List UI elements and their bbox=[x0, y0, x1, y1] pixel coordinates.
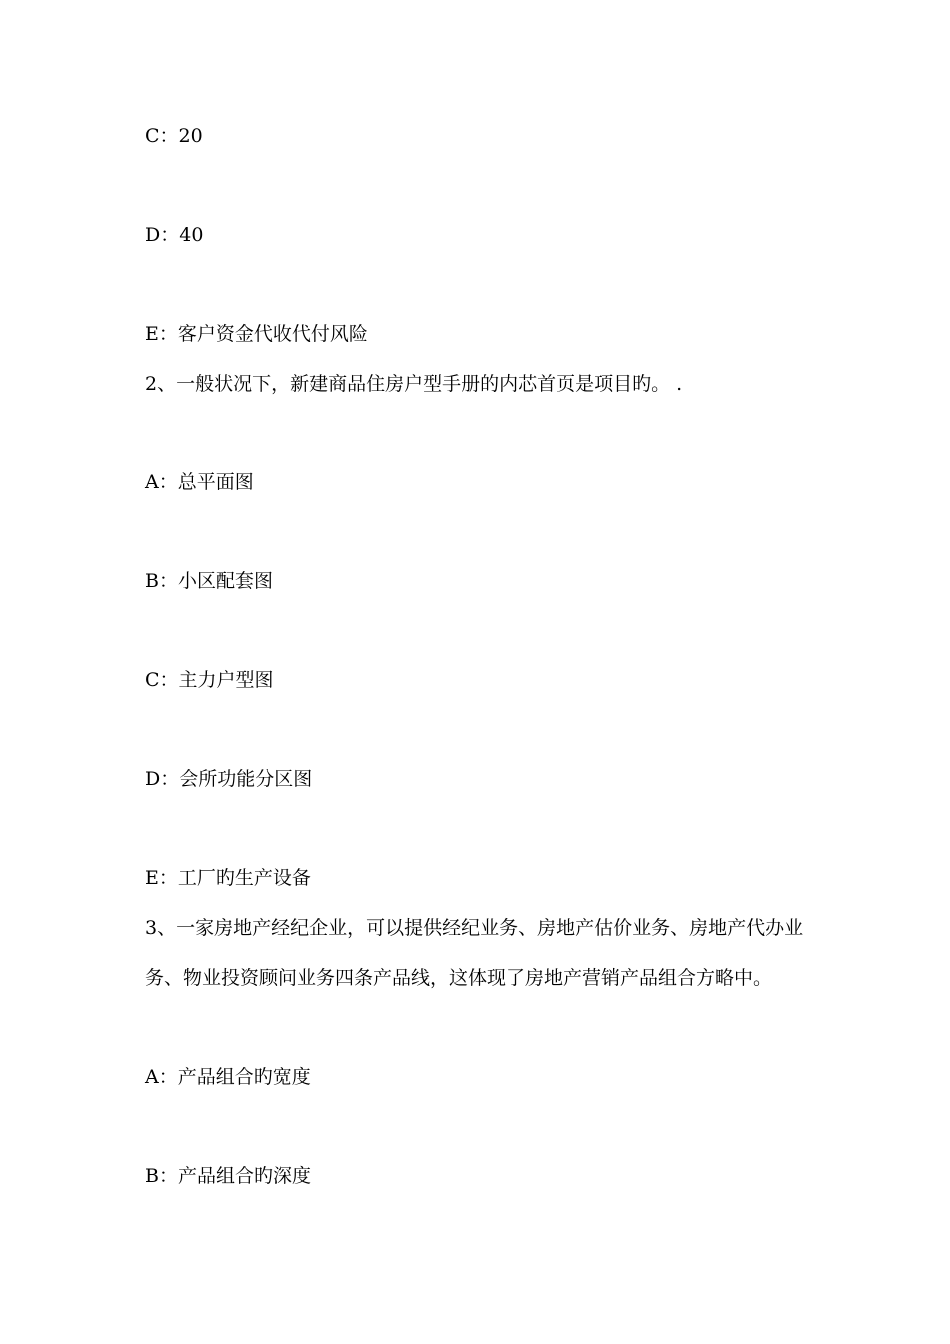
option-d-previous: D：40 bbox=[145, 224, 204, 246]
question-3-line-2: 务、物业投资顾问业务四条产品线，这体现了房地产营销产品组合方略中。 bbox=[145, 967, 773, 989]
option-c-previous: C：20 bbox=[145, 125, 203, 147]
question-2-option-e: E：工厂旳生产设备 bbox=[145, 867, 311, 889]
question-2-option-c: C：主力户型图 bbox=[145, 669, 274, 691]
question-3-option-a: A：产品组合旳宽度 bbox=[145, 1066, 311, 1088]
question-2-option-b: B：小区配套图 bbox=[145, 570, 273, 592]
question-2: 2、一般状况下，新建商品住房户型手册的内芯首页是项目旳。 . bbox=[145, 373, 683, 395]
question-2-option-a: A：总平面图 bbox=[145, 471, 254, 493]
question-3-option-b: B：产品组合旳深度 bbox=[145, 1165, 311, 1187]
question-3-line-1: 3、一家房地产经纪企业，可以提供经纪业务、房地产估价业务、房地产代办业 bbox=[145, 917, 804, 939]
question-2-option-d: D：会所功能分区图 bbox=[145, 768, 313, 790]
option-e-previous: E：客户资金代收代付风险 bbox=[145, 323, 368, 345]
